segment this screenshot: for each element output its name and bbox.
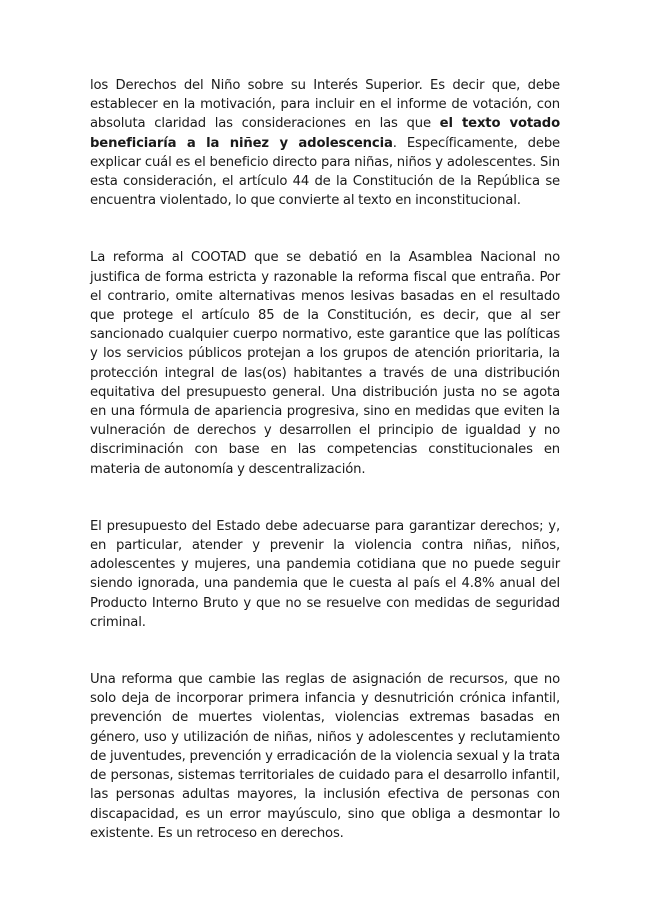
paragraph-1-bold-phrase: el texto votado beneficiaría a la niñez y adolescencia	[90, 116, 560, 151]
paragraph-4: Una reforma que cambie las reglas de asignación de recursos, que no solo deja de incorporar primera infancia y desnutrición crónica infantil, prevención de muertes violentas, violencias extremas basadas en género, uso y utilización de niñas, niños y adolescentes y reclutamiento de juventudes, prevención y erradicación de la violencia sexual y la trata de personas, sistemas territoriales de cuidado para el desarrollo infantil, las personas adultas mayores, la inclusión efectiva de personas con discapacidad, es un error mayúsculo, sino que obliga a desmontar lo existente. Es un retroceso en derechos.	[90, 672, 560, 841]
paragraph-1-text-end: . Específicamente, debe explicar cuál es el beneficio directo para niñas, niños y adolescentes. Sin esta consideración, el artículo 44 de la Constitución de la República se encuentra violentado, lo que convierte al texto en inconstitucional.	[90, 135, 561, 209]
document-page	[90, 76, 560, 843]
paragraph-2: La reforma al COOTAD que se debatió en la Asamblea Nacional no justifica de forma estricta y razonable la reforma fiscal que entraña. Por el contrario, omite alternativas menos lesivas basadas en el resultado que protege el artículo 85 de la Constitución, es decir, que al ser sancionado cualquier cuerpo normativo, este garantice que las políticas y los servicios públicos protejan a los grupos de atención prioritaria, la protección integral de las(os) habitantes a través de una distribución equitativa del presupuesto general. Una distribución justa no se agota en una fórmula de apariencia progresiva, sino en medidas que eviten la vulneración de derechos y desarrollen el principio de igualdad y no discriminación con base en las competencias constitucionales en materia de autonomía y descentralización.	[90, 250, 560, 477]
paragraph-1	[90, 76, 560, 210]
paragraph-1-text-start: los Derechos del Niño sobre su Interés Superior. Es decir que, debe establecer en la motivación, para incluir en el informe de votación, con absoluta claridad las consideraciones en las que	[90, 78, 560, 132]
paragraph-3: El presupuesto del Estado debe adecuarse para garantizar derechos; y, en particular, atender y prevenir la violencia contra niñas, niños, adolescentes y mujeres, una pandemia cotidiana que no puede seguir siendo ignorada, una pandemia que le cuesta al país el 4.8% anual del Producto Interno Bruto y que no se resuelve con medidas de seguridad criminal.	[90, 518, 560, 630]
